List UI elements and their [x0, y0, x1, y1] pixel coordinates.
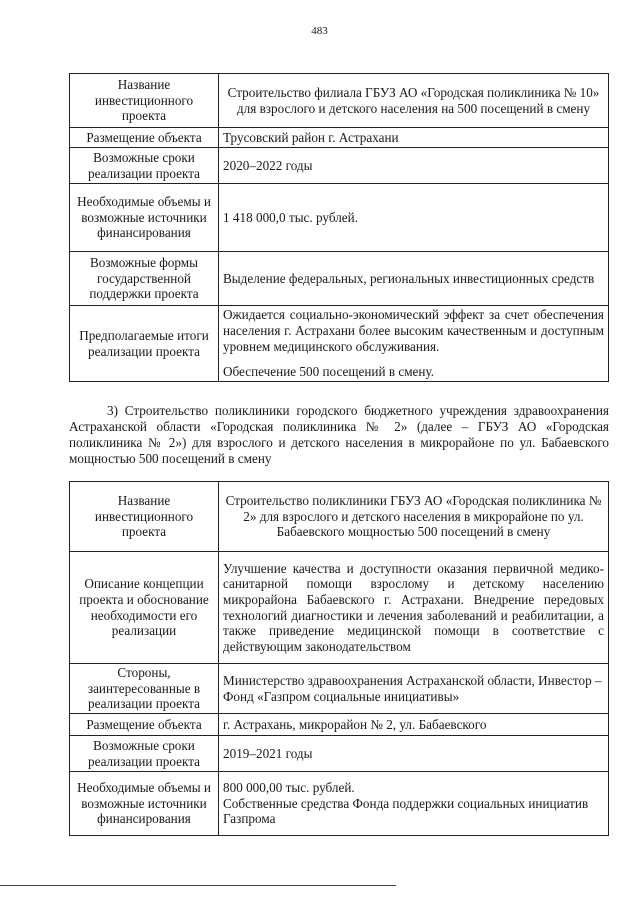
row-label: Необходимые объемы и возможные источники финансирования [70, 184, 219, 252]
row-label: Название инвестиционного проекта [70, 74, 219, 128]
row-value: 1 418 000,0 тыс. рублей. [219, 184, 609, 252]
row-value: Ожидается социально-экономический эффект за счет обеспечения населения г. Астрахани более высоким качественным и доступным уровнем медицинского обслуживания. [223, 307, 604, 354]
row-label: Возможные формы государственной поддержки проекта [70, 252, 219, 306]
row-label: Стороны, заинтересованные в реализации проекта [70, 664, 219, 714]
investment-project-table-1 [69, 73, 609, 382]
row-value: 2020–2022 годы [219, 148, 609, 184]
row-value: Трусовский район г. Астрахани [219, 128, 609, 148]
row-value: 2019–2021 годы [219, 736, 609, 772]
row-value-cell [219, 772, 609, 836]
table-row [70, 128, 609, 148]
footer-divider [0, 885, 396, 886]
table-row [70, 74, 609, 128]
table-row [70, 552, 609, 664]
row-label: Описание концепции проекта и обоснование необходимости его реализации [70, 552, 219, 664]
row-value: Выделение федеральных, региональных инвестиционных средств [219, 252, 609, 306]
row-value: Строительство поликлиники ГБУЗ АО «Городская поликлиника № 2» для взрослого и детского населения в микрорайоне по ул. Бабаевского мощностью 500 посещений в смену [219, 482, 609, 552]
row-value: 800 000,00 тыс. рублей. [223, 780, 355, 796]
row-value: г. Астрахань, микрорайон № 2, ул. Бабаевского [219, 714, 609, 736]
row-value: Строительство филиала ГБУЗ АО «Городская поликлиника № 10» для взрослого и детского населения на 500 посещений в смену [219, 74, 609, 128]
row-label: Возможные сроки реализации проекта [70, 736, 219, 772]
table-row [70, 736, 609, 772]
table-row [70, 184, 609, 252]
table-row [70, 714, 609, 736]
row-value: Министерство здравоохранения Астраханской области, Инвестор – Фонд «Газпром социальные инициативы» [219, 664, 609, 714]
page-number: 483 [311, 25, 328, 37]
row-label: Возможные сроки реализации проекта [70, 148, 219, 184]
row-value-2: Собственные средства Фонда поддержки социальных инициатив Газпрома [223, 795, 589, 827]
body-paragraph [69, 403, 609, 467]
row-value-cell [219, 306, 609, 382]
table-row [70, 252, 609, 306]
row-value-2: Обеспечение 500 посещений в смену. [223, 364, 435, 380]
table-row [70, 306, 609, 382]
table-row [70, 772, 609, 836]
table-row [70, 148, 609, 184]
row-label: Размещение объекта [70, 128, 219, 148]
row-label: Необходимые объемы и возможные источники финансирования [70, 772, 219, 836]
row-value: Улучшение качества и доступности оказания первичной медико-санитарной помощи взрослому и детскому населению микрорайона Бабаевского г. Астрахани. Внедрение передовых технологий диагностики и лечения заболеваний и реабилитации, а также приведение медицинской помощи в соответствие с действующим законодательством [219, 552, 609, 664]
paragraph-text: 3) Строительство поликлиники городского бюджетного учреждения здравоохранения Астраханской области «Городская поликлиника № 2» (далее – ГБУЗ АО «Городская поликлиника № 2») для взрослого и детского населения в микрорайоне по ул. Бабаевского мощностью 500 посещений в смену [69, 403, 609, 466]
table-row [70, 482, 609, 552]
investment-project-table-2 [69, 481, 609, 836]
row-label: Размещение объекта [70, 714, 219, 736]
row-label: Название инвестиционного проекта [70, 482, 219, 552]
row-label: Предполагаемые итоги реализации проекта [70, 306, 219, 382]
table-row [70, 664, 609, 714]
